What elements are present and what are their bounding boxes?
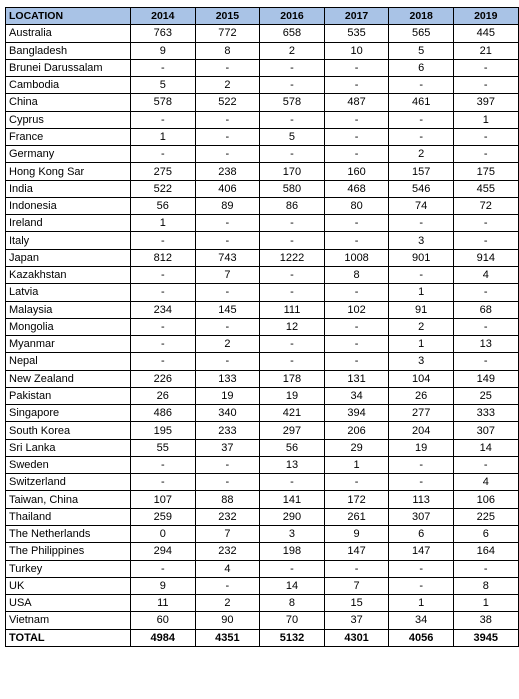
value-cell-2018: 1	[389, 336, 454, 353]
header-2015: 2015	[195, 8, 260, 25]
table-row	[6, 42, 519, 59]
value-cell-2014: -	[131, 353, 196, 370]
location-cell: Brunei Darussalam	[6, 59, 131, 76]
value-cell-2015: 743	[195, 249, 260, 266]
value-cell-2017: 37	[324, 612, 389, 629]
value-cell-2014: 9	[131, 577, 196, 594]
value-cell-2014: 234	[131, 301, 196, 318]
value-cell-2014: 9	[131, 42, 196, 59]
value-cell-2014: -	[131, 59, 196, 76]
value-cell-2018: -	[389, 128, 454, 145]
value-cell-2014: 107	[131, 491, 196, 508]
value-cell-2014: 812	[131, 249, 196, 266]
value-cell-2015: -	[195, 577, 260, 594]
value-cell-2018: 204	[389, 422, 454, 439]
total-2019: 3945	[453, 629, 518, 646]
value-cell-2016: 12	[260, 318, 325, 335]
value-cell-2014: 56	[131, 197, 196, 214]
value-cell-2018: -	[389, 474, 454, 491]
value-cell-2015: 2	[195, 336, 260, 353]
header-2018: 2018	[389, 8, 454, 25]
value-cell-2014: 275	[131, 163, 196, 180]
value-cell-2016: 14	[260, 577, 325, 594]
total-label: TOTAL	[6, 629, 131, 646]
value-cell-2015: 2	[195, 595, 260, 612]
value-cell-2018: 307	[389, 508, 454, 525]
table-row	[6, 405, 519, 422]
location-cell: South Korea	[6, 422, 131, 439]
table-row	[6, 474, 519, 491]
value-cell-2014: -	[131, 232, 196, 249]
location-cell: Indonesia	[6, 197, 131, 214]
value-cell-2015: 772	[195, 25, 260, 42]
value-cell-2019: 4	[453, 474, 518, 491]
value-cell-2018: -	[389, 266, 454, 283]
location-cell: Singapore	[6, 405, 131, 422]
table-row	[6, 215, 519, 232]
value-cell-2018: 5	[389, 42, 454, 59]
value-cell-2017: -	[324, 353, 389, 370]
total-2017: 4301	[324, 629, 389, 646]
value-cell-2017: 80	[324, 197, 389, 214]
location-cell: Turkey	[6, 560, 131, 577]
value-cell-2019: 397	[453, 94, 518, 111]
value-cell-2019: -	[453, 77, 518, 94]
value-cell-2018: 91	[389, 301, 454, 318]
value-cell-2015: 90	[195, 612, 260, 629]
value-cell-2018: -	[389, 77, 454, 94]
location-cell: USA	[6, 595, 131, 612]
value-cell-2019: 445	[453, 25, 518, 42]
value-cell-2018: 104	[389, 370, 454, 387]
value-cell-2017: -	[324, 77, 389, 94]
value-cell-2019: 455	[453, 180, 518, 197]
value-cell-2019: -	[453, 146, 518, 163]
value-cell-2015: 133	[195, 370, 260, 387]
value-cell-2017: -	[324, 146, 389, 163]
value-cell-2019: 1	[453, 595, 518, 612]
value-cell-2016: 3	[260, 525, 325, 542]
value-cell-2016: 56	[260, 439, 325, 456]
value-cell-2017: -	[324, 560, 389, 577]
value-cell-2018: 3	[389, 353, 454, 370]
header-2019: 2019	[453, 8, 518, 25]
value-cell-2014: -	[131, 111, 196, 128]
value-cell-2016: 86	[260, 197, 325, 214]
value-cell-2016: -	[260, 77, 325, 94]
location-cell: Thailand	[6, 508, 131, 525]
table-row	[6, 301, 519, 318]
value-cell-2015: 145	[195, 301, 260, 318]
value-cell-2014: -	[131, 318, 196, 335]
value-cell-2018: -	[389, 577, 454, 594]
value-cell-2015: 7	[195, 525, 260, 542]
header-2016: 2016	[260, 8, 325, 25]
value-cell-2018: -	[389, 111, 454, 128]
value-cell-2017: 261	[324, 508, 389, 525]
value-cell-2015: 8	[195, 42, 260, 59]
location-cell: Switzerland	[6, 474, 131, 491]
location-cell: UK	[6, 577, 131, 594]
table-row	[6, 491, 519, 508]
value-cell-2016: -	[260, 284, 325, 301]
value-cell-2016: -	[260, 353, 325, 370]
table-row	[6, 128, 519, 145]
value-cell-2014: -	[131, 560, 196, 577]
value-cell-2014: 1	[131, 128, 196, 145]
value-cell-2015: 37	[195, 439, 260, 456]
value-cell-2014: 26	[131, 387, 196, 404]
location-cell: Mongolia	[6, 318, 131, 335]
value-cell-2014: 486	[131, 405, 196, 422]
value-cell-2014: 763	[131, 25, 196, 42]
location-cell: Malaysia	[6, 301, 131, 318]
value-cell-2018: 546	[389, 180, 454, 197]
value-cell-2014: 5	[131, 77, 196, 94]
table-row	[6, 336, 519, 353]
value-cell-2015: -	[195, 456, 260, 473]
value-cell-2017: 29	[324, 439, 389, 456]
value-cell-2016: 5	[260, 128, 325, 145]
value-cell-2018: 2	[389, 146, 454, 163]
value-cell-2019: -	[453, 59, 518, 76]
value-cell-2016: -	[260, 474, 325, 491]
location-cell: China	[6, 94, 131, 111]
location-cell: The Netherlands	[6, 525, 131, 542]
table-row	[6, 543, 519, 560]
location-cell: Ireland	[6, 215, 131, 232]
value-cell-2017: -	[324, 284, 389, 301]
value-cell-2016: 111	[260, 301, 325, 318]
table-row	[6, 249, 519, 266]
value-cell-2019: 333	[453, 405, 518, 422]
table-row	[6, 146, 519, 163]
table-row	[6, 180, 519, 197]
value-cell-2016: 178	[260, 370, 325, 387]
value-cell-2018: 34	[389, 612, 454, 629]
value-cell-2018: 1	[389, 284, 454, 301]
value-cell-2016: -	[260, 59, 325, 76]
value-cell-2019: 225	[453, 508, 518, 525]
table-row	[6, 387, 519, 404]
value-cell-2014: -	[131, 456, 196, 473]
value-cell-2015: -	[195, 232, 260, 249]
location-data-table	[5, 7, 519, 647]
value-cell-2014: 226	[131, 370, 196, 387]
value-cell-2019: 21	[453, 42, 518, 59]
value-cell-2017: 34	[324, 387, 389, 404]
location-cell: Italy	[6, 232, 131, 249]
value-cell-2017: 7	[324, 577, 389, 594]
value-cell-2017: 131	[324, 370, 389, 387]
value-cell-2015: 232	[195, 543, 260, 560]
value-cell-2018: -	[389, 215, 454, 232]
value-cell-2019: 175	[453, 163, 518, 180]
value-cell-2015: 340	[195, 405, 260, 422]
location-cell: Nepal	[6, 353, 131, 370]
value-cell-2017: 10	[324, 42, 389, 59]
value-cell-2017: 1	[324, 456, 389, 473]
value-cell-2014: 259	[131, 508, 196, 525]
value-cell-2019: 68	[453, 301, 518, 318]
value-cell-2014: 55	[131, 439, 196, 456]
value-cell-2016: 580	[260, 180, 325, 197]
header-row	[6, 8, 519, 25]
location-cell: Hong Kong Sar	[6, 163, 131, 180]
value-cell-2017: -	[324, 111, 389, 128]
value-cell-2017: 160	[324, 163, 389, 180]
value-cell-2017: 147	[324, 543, 389, 560]
value-cell-2016: -	[260, 336, 325, 353]
value-cell-2015: -	[195, 128, 260, 145]
value-cell-2018: -	[389, 456, 454, 473]
location-cell: Taiwan, China	[6, 491, 131, 508]
table-row	[6, 612, 519, 629]
value-cell-2015: -	[195, 146, 260, 163]
value-cell-2017: -	[324, 215, 389, 232]
value-cell-2018: 6	[389, 525, 454, 542]
value-cell-2015: 7	[195, 266, 260, 283]
value-cell-2015: 232	[195, 508, 260, 525]
location-cell: Cambodia	[6, 77, 131, 94]
table-row	[6, 560, 519, 577]
table-row	[6, 456, 519, 473]
header-location: LOCATION	[6, 8, 131, 25]
value-cell-2014: 294	[131, 543, 196, 560]
value-cell-2016: 8	[260, 595, 325, 612]
value-cell-2018: 1	[389, 595, 454, 612]
value-cell-2019: -	[453, 284, 518, 301]
value-cell-2014: 60	[131, 612, 196, 629]
table-row	[6, 595, 519, 612]
table-row	[6, 25, 519, 42]
value-cell-2015: -	[195, 284, 260, 301]
value-cell-2015: 406	[195, 180, 260, 197]
value-cell-2016: 13	[260, 456, 325, 473]
value-cell-2015: 2	[195, 77, 260, 94]
value-cell-2016: 198	[260, 543, 325, 560]
value-cell-2019: -	[453, 318, 518, 335]
value-cell-2018: 277	[389, 405, 454, 422]
value-cell-2019: 25	[453, 387, 518, 404]
table-row	[6, 439, 519, 456]
location-cell: Australia	[6, 25, 131, 42]
value-cell-2014: 522	[131, 180, 196, 197]
value-cell-2017: 394	[324, 405, 389, 422]
value-cell-2018: 2	[389, 318, 454, 335]
value-cell-2018: 113	[389, 491, 454, 508]
table-row	[6, 284, 519, 301]
value-cell-2016: 19	[260, 387, 325, 404]
value-cell-2019: -	[453, 232, 518, 249]
value-cell-2018: 6	[389, 59, 454, 76]
value-cell-2014: -	[131, 266, 196, 283]
value-cell-2016: 578	[260, 94, 325, 111]
location-cell: Kazakhstan	[6, 266, 131, 283]
value-cell-2019: -	[453, 215, 518, 232]
table-row	[6, 525, 519, 542]
location-cell: Cyprus	[6, 111, 131, 128]
value-cell-2017: 1008	[324, 249, 389, 266]
value-cell-2015: -	[195, 353, 260, 370]
value-cell-2019: -	[453, 456, 518, 473]
value-cell-2017: 535	[324, 25, 389, 42]
table-row	[6, 197, 519, 214]
value-cell-2018: 565	[389, 25, 454, 42]
value-cell-2014: 578	[131, 94, 196, 111]
value-cell-2019: 1	[453, 111, 518, 128]
value-cell-2019: 13	[453, 336, 518, 353]
location-cell: Bangladesh	[6, 42, 131, 59]
table-row	[6, 422, 519, 439]
value-cell-2016: 290	[260, 508, 325, 525]
table-row	[6, 232, 519, 249]
location-cell: The Philippines	[6, 543, 131, 560]
location-cell: Sri Lanka	[6, 439, 131, 456]
total-2015: 4351	[195, 629, 260, 646]
value-cell-2015: 89	[195, 197, 260, 214]
value-cell-2019: 106	[453, 491, 518, 508]
value-cell-2017: 487	[324, 94, 389, 111]
header-2014: 2014	[131, 8, 196, 25]
value-cell-2018: 26	[389, 387, 454, 404]
value-cell-2015: -	[195, 59, 260, 76]
value-cell-2019: -	[453, 560, 518, 577]
location-cell: New Zealand	[6, 370, 131, 387]
table-row	[6, 353, 519, 370]
total-row	[6, 629, 519, 646]
value-cell-2018: 147	[389, 543, 454, 560]
value-cell-2015: 522	[195, 94, 260, 111]
value-cell-2014: -	[131, 336, 196, 353]
value-cell-2018: 74	[389, 197, 454, 214]
table-row	[6, 59, 519, 76]
value-cell-2016: -	[260, 560, 325, 577]
value-cell-2015: 233	[195, 422, 260, 439]
value-cell-2017: 9	[324, 525, 389, 542]
value-cell-2019: 4	[453, 266, 518, 283]
value-cell-2016: 658	[260, 25, 325, 42]
total-2016: 5132	[260, 629, 325, 646]
value-cell-2015: -	[195, 215, 260, 232]
value-cell-2017: 102	[324, 301, 389, 318]
value-cell-2018: 19	[389, 439, 454, 456]
value-cell-2019: -	[453, 128, 518, 145]
value-cell-2016: 170	[260, 163, 325, 180]
value-cell-2019: 8	[453, 577, 518, 594]
value-cell-2014: -	[131, 284, 196, 301]
value-cell-2018: 461	[389, 94, 454, 111]
value-cell-2019: 6	[453, 525, 518, 542]
location-cell: Pakistan	[6, 387, 131, 404]
location-cell: Vietnam	[6, 612, 131, 629]
table-row	[6, 77, 519, 94]
value-cell-2015: 88	[195, 491, 260, 508]
value-cell-2015: -	[195, 474, 260, 491]
value-cell-2019: 72	[453, 197, 518, 214]
table-row	[6, 370, 519, 387]
value-cell-2015: -	[195, 318, 260, 335]
value-cell-2017: -	[324, 59, 389, 76]
value-cell-2017: 468	[324, 180, 389, 197]
table-row	[6, 94, 519, 111]
value-cell-2015: 19	[195, 387, 260, 404]
value-cell-2016: -	[260, 215, 325, 232]
location-cell: Myanmar	[6, 336, 131, 353]
location-cell: Germany	[6, 146, 131, 163]
value-cell-2016: -	[260, 232, 325, 249]
value-cell-2017: -	[324, 232, 389, 249]
value-cell-2016: 2	[260, 42, 325, 59]
value-cell-2018: 157	[389, 163, 454, 180]
value-cell-2016: -	[260, 266, 325, 283]
value-cell-2015: -	[195, 111, 260, 128]
table-row	[6, 111, 519, 128]
value-cell-2017: 206	[324, 422, 389, 439]
value-cell-2014: 0	[131, 525, 196, 542]
value-cell-2017: 172	[324, 491, 389, 508]
value-cell-2014: 195	[131, 422, 196, 439]
value-cell-2014: 1	[131, 215, 196, 232]
location-cell: Sweden	[6, 456, 131, 473]
value-cell-2017: -	[324, 128, 389, 145]
value-cell-2018: 901	[389, 249, 454, 266]
location-cell: Japan	[6, 249, 131, 266]
value-cell-2016: -	[260, 111, 325, 128]
value-cell-2019: 914	[453, 249, 518, 266]
value-cell-2016: 297	[260, 422, 325, 439]
header-2017: 2017	[324, 8, 389, 25]
value-cell-2017: 8	[324, 266, 389, 283]
value-cell-2014: -	[131, 146, 196, 163]
value-cell-2018: 3	[389, 232, 454, 249]
location-cell: France	[6, 128, 131, 145]
value-cell-2019: 14	[453, 439, 518, 456]
value-cell-2019: 38	[453, 612, 518, 629]
table-row	[6, 577, 519, 594]
table-row	[6, 318, 519, 335]
value-cell-2015: 4	[195, 560, 260, 577]
value-cell-2019: 164	[453, 543, 518, 560]
value-cell-2017: -	[324, 474, 389, 491]
value-cell-2016: 70	[260, 612, 325, 629]
value-cell-2019: 307	[453, 422, 518, 439]
table-row	[6, 508, 519, 525]
value-cell-2017: -	[324, 318, 389, 335]
location-cell: India	[6, 180, 131, 197]
value-cell-2016: -	[260, 146, 325, 163]
table-row	[6, 163, 519, 180]
value-cell-2014: -	[131, 474, 196, 491]
total-2014: 4984	[131, 629, 196, 646]
value-cell-2016: 1222	[260, 249, 325, 266]
value-cell-2017: 15	[324, 595, 389, 612]
value-cell-2016: 141	[260, 491, 325, 508]
value-cell-2015: 238	[195, 163, 260, 180]
value-cell-2019: -	[453, 353, 518, 370]
table-row	[6, 266, 519, 283]
value-cell-2018: -	[389, 560, 454, 577]
value-cell-2016: 421	[260, 405, 325, 422]
value-cell-2014: 11	[131, 595, 196, 612]
location-cell: Latvia	[6, 284, 131, 301]
value-cell-2017: -	[324, 336, 389, 353]
total-2018: 4056	[389, 629, 454, 646]
value-cell-2019: 149	[453, 370, 518, 387]
